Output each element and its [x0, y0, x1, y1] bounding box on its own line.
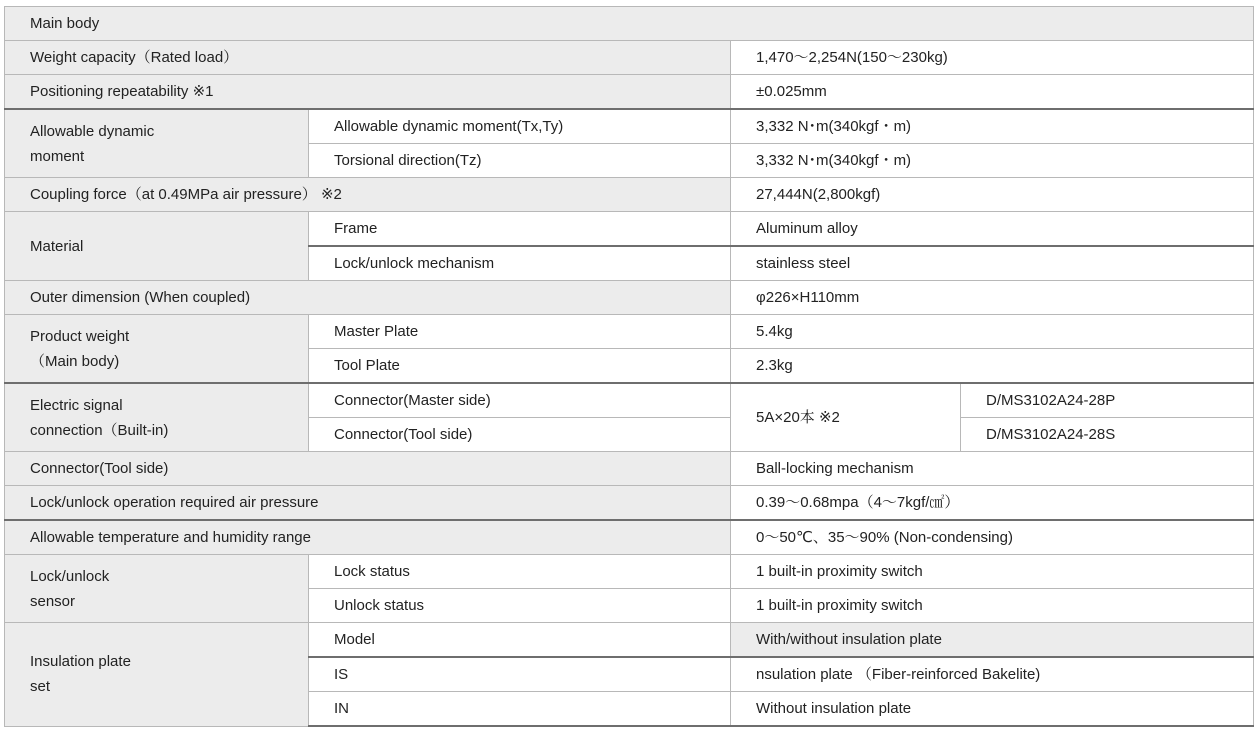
dynamic-moment-label-line2: moment [30, 147, 85, 165]
row-connector-tool [5, 452, 1254, 486]
dynamic-moment-label-line1: Allowable dynamic [30, 122, 155, 140]
row-dynamic-moment-1 [5, 109, 1254, 144]
unlock-status-value: 1 built-in proximity switch [731, 589, 1254, 623]
master-plate-label: Master Plate [309, 315, 731, 349]
dynamic-moment-tz-label: Torsional direction(Tz) [309, 144, 731, 178]
row-air-pressure [5, 486, 1254, 521]
tool-plate-label: Tool Plate [309, 349, 731, 384]
weight-capacity-value: 1,470～2,254N(150～230kg) [731, 41, 1254, 75]
row-repeatability [5, 75, 1254, 110]
sensor-label-line2: sensor [30, 592, 76, 610]
row-product-weight-1 [5, 315, 1254, 349]
dynamic-moment-label [5, 109, 309, 178]
connector-tool-value: D/MS3102A24-28S [961, 418, 1254, 452]
product-weight-label-line1: Product weight [30, 327, 130, 345]
repeatability-value: ±0.025mm [731, 75, 1254, 110]
connector-tool-side-label: Connector(Tool side) [5, 452, 731, 486]
dynamic-moment-txty-value: 3,332 N･m(340kgf・m) [731, 109, 1254, 144]
connector-master-value: D/MS3102A24-28P [961, 383, 1254, 418]
insulation-model-value: With/without insulation plate [731, 623, 1254, 658]
unlock-status-label: Unlock status [309, 589, 731, 623]
material-frame-label: Frame [309, 212, 731, 247]
outer-dimension-label: Outer dimension (When coupled) [5, 281, 731, 315]
electric-signal-shared-value: 5A×20本 ※2 [731, 383, 961, 452]
connector-tool-side-value: Ball-locking mechanism [731, 452, 1254, 486]
row-title [5, 7, 1254, 41]
insulation-label-line1: Insulation plate [30, 653, 131, 671]
tool-plate-value: 2.3kg [731, 349, 1254, 384]
repeatability-label: Positioning repeatability ※1 [5, 75, 731, 110]
temperature-label: Allowable temperature and humidity range [5, 520, 731, 555]
insulation-label [5, 623, 309, 727]
table-title: Main body [5, 7, 1254, 41]
product-weight-label [5, 315, 309, 384]
insulation-model-label: Model [309, 623, 731, 658]
outer-dimension-value: φ226×H110mm [731, 281, 1254, 315]
insulation-in-label: IN [309, 692, 731, 727]
connector-tool-label: Connector(Tool side) [309, 418, 731, 452]
row-weight-capacity [5, 41, 1254, 75]
insulation-label-line2: set [30, 678, 51, 696]
dynamic-moment-tz-value: 3,332 N･m(340kgf・m) [731, 144, 1254, 178]
row-sensor-1 [5, 555, 1254, 589]
insulation-is-value: nsulation plate （Fiber-reinforced Bakelite) [731, 657, 1254, 692]
temperature-value: 0～50℃、35～90% (Non-condensing) [731, 520, 1254, 555]
insulation-is-label: IS [309, 657, 731, 692]
material-frame-value: Aluminum alloy [731, 212, 1254, 247]
sensor-label [5, 555, 309, 623]
connector-master-label: Connector(Master side) [309, 383, 731, 418]
lock-status-label: Lock status [309, 555, 731, 589]
coupling-force-label: Coupling force（at 0.49MPa air pressure） ※2 [5, 178, 731, 212]
weight-capacity-label: Weight capacity（Rated load） [5, 41, 731, 75]
air-pressure-label: Lock/unlock operation required air pressure [5, 486, 731, 521]
material-mechanism-label: Lock/unlock mechanism [309, 246, 731, 281]
material-label: Material [5, 212, 309, 281]
dynamic-moment-txty-label: Allowable dynamic moment(Tx,Ty) [309, 109, 731, 144]
coupling-force-value: 27,444N(2,800kgf) [731, 178, 1254, 212]
insulation-in-value: Without insulation plate [731, 692, 1254, 727]
material-mechanism-value: stainless steel [731, 246, 1254, 281]
row-electric-signal-1 [5, 383, 1254, 418]
electric-signal-label-line1: Electric signal [30, 396, 123, 414]
row-coupling-force [5, 178, 1254, 212]
electric-signal-label-line2: connection（Built-in) [30, 421, 169, 439]
row-temperature [5, 520, 1254, 555]
row-insulation-1 [5, 623, 1254, 658]
row-material-1 [5, 212, 1254, 247]
lock-status-value: 1 built-in proximity switch [731, 555, 1254, 589]
product-weight-label-line2: （Main body) [30, 352, 120, 370]
spec-table [4, 6, 1254, 727]
row-outer-dimension [5, 281, 1254, 315]
electric-signal-label [5, 383, 309, 452]
air-pressure-value: 0.39～0.68mpa（4～7kgf/㎠） [731, 486, 1254, 521]
sensor-label-line1: Lock/unlock [30, 567, 110, 585]
master-plate-value: 5.4kg [731, 315, 1254, 349]
